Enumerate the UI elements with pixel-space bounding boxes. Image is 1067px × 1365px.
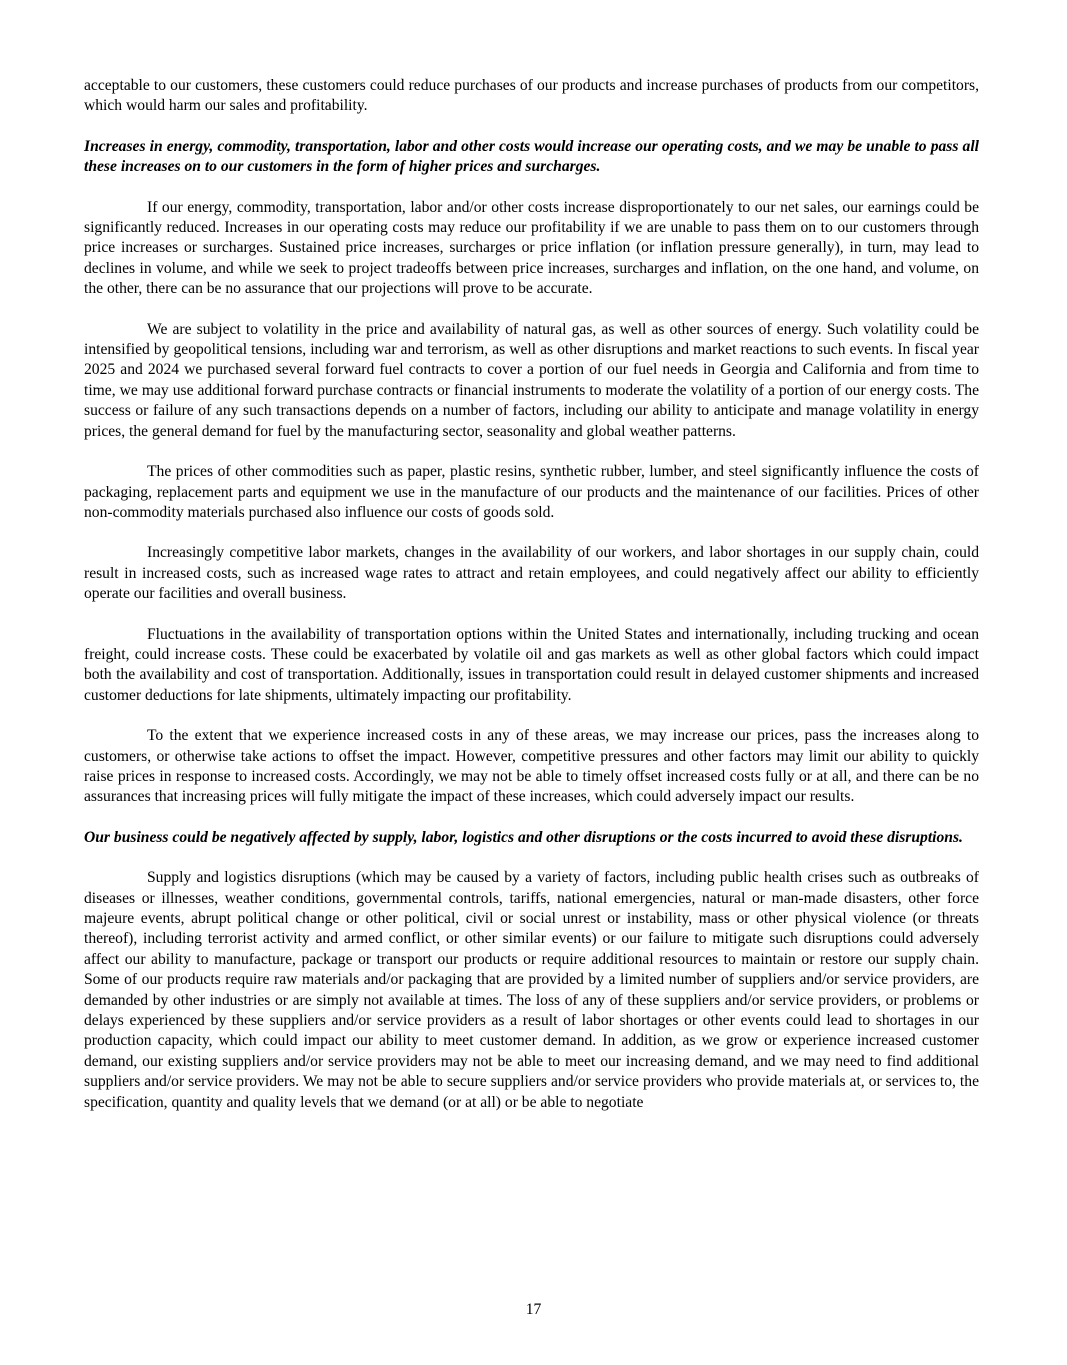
paragraph-continuation: acceptable to our customers, these customers could reduce purchases of our products and increase purchases of products from our competitors, which would harm our sales and profitability. xyxy=(84,77,979,115)
paragraph-labor-markets: Increasingly competitive labor markets, changes in the availability of our workers, and labor shortages in our supply chain, could result in increased costs, such as increased wage rates to attract and retain employees, and could negatively affect our ability to efficiently operate our facilities and overall business. xyxy=(84,544,979,603)
paragraph-offset-costs: To the extent that we experience increased costs in any of these areas, we may increase our prices, pass the increases along to customers, or otherwise take actions to offset the impact. However, competitive pressures and other factors may limit our ability to quickly raise prices in response to increased costs. Accordingly, we may not be able to timely offset increased costs fully or at all, and there can be no assurances that increasing prices will fully mitigate the impact of these increases, which could adversely impact our results. xyxy=(84,727,979,806)
paragraph-operating-costs: If our energy, commodity, transportation, labor and/or other costs increase disproportionately to our net sales, our earnings could be significantly reduced. Increases in our operating costs may reduce our profitability if we are unable to pass them on to our customers through price increases or surcharges. Sustained price increases, surcharges or price inflation (or inflation pressure generally), in turn, may lead to declines in volume, and while we seek to project tradeoffs between price increases, surcharges and inflation, on the one hand, and volume, on the other, there can be no assurance that our projections will prove to be accurate. xyxy=(84,198,979,298)
paragraph-commodity-prices: The prices of other commodities such as paper, plastic resins, synthetic rubber, lumber, and steel significantly influence the costs of packaging, replacement parts and equipment we use in the manufacture of our products and the maintenance of our facilities. Prices of other non-commodity materials purchased also influence our costs of goods sold. xyxy=(84,463,979,521)
document-body xyxy=(84,76,979,1133)
paragraph-transportation: Fluctuations in the availability of transportation options within the United States and internationally, including trucking and ocean freight, could increase costs. These could be exacerbated by volatile oil and gas markets as well as other global factors which could impact both the availability and cost of transportation. Additionally, issues in transportation could result in delayed customer shipments and increased customer deductions for late shipments, ultimately impacting our profitability. xyxy=(84,625,979,704)
risk-heading-costs: Increases in energy, commodity, transportation, labor and other costs would increase our operating costs, and we may be unable to pass all these increases on to our customers in the form of higher prices and surcharges. xyxy=(84,137,979,176)
paragraph-supply-disruptions: Supply and logistics disruptions (which may be caused by a variety of factors, including public health crises such as outbreaks of diseases or illnesses, weather conditions, governmental controls, tariffs, national emergencies, natural or man-made disasters, other force majeure events, abrupt political change or other political, civil or social unrest or instability, mass or other physical violence (or threats thereof), including terrorist activity and armed conflict, or other similar events) or our failure to mitigate such disruptions could adversely affect our ability to manufacture, package or transport our products or require additional resources to maintain or restore our supply chain. Some of our products require raw materials and/or packaging that are provided by a limited number of suppliers and/or service providers, are demanded by other industries or are simply not available at times. The loss of any of these suppliers and/or service providers, or problems or delays experienced by these suppliers and/or service providers as a result of labor shortages or other events could lead to shortages in our production capacity, which could impact our ability to meet customer demand. In addition, as we grow or experience increased customer demand, our existing suppliers and/or service providers may not be able to meet our increasing demand, and we may need to find additional suppliers and/or service providers. We may not be able to secure suppliers and/or service providers who provide materials at, or services to, the specification, quantity and quality levels that we demand (or at all) or be able to negotiate xyxy=(84,869,979,1111)
paragraph-energy-volatility: We are subject to volatility in the price and availability of natural gas, as well as other sources of energy. Such volatility could be intensified by geopolitical tensions, including war and terrorism, as well as other disruptions and market reactions to such events. In fiscal year 2025 and 2024 we purchased several forward fuel contracts to cover a portion of our fuel needs in Georgia and California and from time to time, we may use additional forward purchase contracts or financial instruments to moderate the volatility of a portion of our energy costs. The success or failure of any such transactions depends on a number of factors, including our ability to anticipate and manage volatility in energy prices, the general demand for fuel by the manufacturing sector, seasonality and global weather patterns. xyxy=(84,320,979,440)
page-number: 17 xyxy=(525,1301,542,1318)
risk-heading-disruptions: Our business could be negatively affected by supply, labor, logistics and other disruptions or the costs incurred to avoid these disruptions. xyxy=(84,828,963,846)
